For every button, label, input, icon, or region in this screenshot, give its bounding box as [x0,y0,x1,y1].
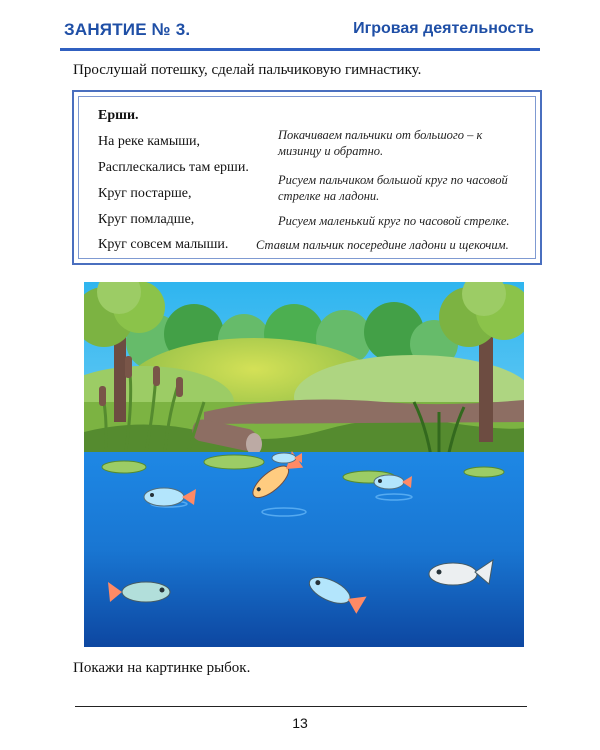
pond [84,452,524,647]
footer-divider [75,706,527,707]
gesture-note-5: Ставим пальчик посередине ладони и щекочим. [256,238,509,252]
poem-title: Ерши. [98,108,139,123]
page-number: 13 [292,715,308,731]
gesture-note-2: Рисуем пальчиком большой круг по часовой стрелке на ладони. [278,173,508,203]
instruction-text: Прослушай потешку, сделай пальчиковую гимнастику. [73,62,422,78]
lesson-title: ЗАНЯТИЕ № 3. [64,20,191,39]
poem-box [72,90,542,265]
poem-line-4: Круг помладше, [98,212,195,227]
poem-line-2: Расплескались там ерши. [98,160,249,175]
pond-illustration [84,282,524,647]
section-title: Игровая деятельность [353,20,534,37]
poem-line-3: Круг постарше, [98,186,192,201]
header-divider [60,48,540,51]
gesture-note-4: Рисуем маленький круг по часовой стрелке. [278,214,510,228]
poem-line-1: На реке камыши, [98,134,201,149]
poem-line-5: Круг совсем малыши. [98,237,229,252]
page-header [60,20,540,54]
gesture-note-1: Покачиваем пальчики от большого – к мизинцу и обратно. [278,128,483,158]
caption-text: Покажи на картинке рыбок. [73,660,251,676]
